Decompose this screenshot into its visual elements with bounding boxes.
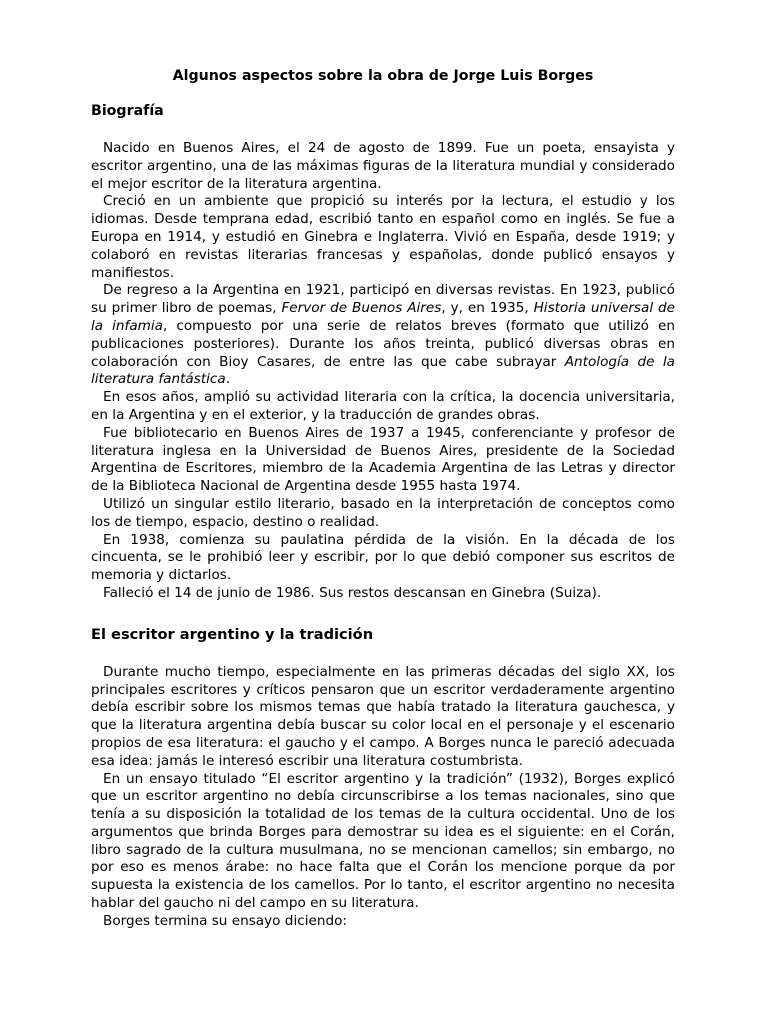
- bio-p3-text-d: .: [225, 371, 231, 388]
- heading-biografia: Biografía: [91, 103, 164, 119]
- bio-paragraph-2: Creció en un ambiente que propició su interés por la lectura, el estudio y los idiomas. Desde temprana edad, escribió tanto en español como en inglés. Se fue a Europa en 1914, y estudió en Ginebra e Inglaterra. Vivió en España, desde 1919; y colaboró en revistas literarias francesas y españolas, donde publicó ensayos y manifiestos.: [91, 193, 675, 281]
- escritor-paragraph-1: Durante mucho tiempo, especialmente en las primeras décadas del siglo XX, los principales escritores y críticos pensaron que un escritor verdaderamente argentino debía escribir sobre los mismos temas que había tratado la literatura gauchesca, y que la literatura argentina debía buscar su color local en el personaje y el escenario propios de esa literatura: el gaucho y el campo. A Borges nunca le pareció adecuada esa idea: jamás le interesó escribir una literatura costumbrista.: [91, 663, 675, 769]
- escritor-paragraph-2: En un ensayo titulado “El escritor argentino y la tradición” (1932), Borges explicó que un escritor argentino no debía circunscribirse a los temas nacionales, sino que tenía a su disposición la totalidad de los temas de la cultura occidental. Uno de los argumentos que brinda Borges para demostrar su idea es el siguiente: en el Corán, libro sagrado de la cultura musulmana, no se mencionan camellos; sin embargo, no por eso es menos árabe: no hace falta que el Corán los mencione porque da por supuesta la existencia de los camellos. Por lo tanto, el escritor argentino no necesita hablar del gaucho ni del campo en su literatura.: [91, 770, 675, 912]
- bio-paragraph-3: [91, 282, 675, 389]
- document-title: Algunos aspectos sobre la obra de Jorge Luis Borges: [172, 68, 594, 84]
- bio-paragraph-7: En 1938, comienza su paulatina pérdida de la visión. En la década de los cincuenta, se le prohibió leer y escribir, por lo que debió componer sus escritos de memoria y dictarlos.: [91, 531, 675, 584]
- heading-escritor-argentino: El escritor argentino y la tradición: [91, 625, 374, 643]
- bio-paragraph-1: Nacido en Buenos Aires, el 24 de agosto de 1899. Fue un poeta, ensayista y escritor argentino, una de las máximas figuras de la literatura mundial y considerado el mejor escritor de la literatura argentina.: [91, 140, 675, 192]
- bio-p3-text-a: De regreso a la Argentina en 1921, participó en diversas revistas. En 1923, publicó su primer libro de poemas,: [91, 282, 675, 317]
- bio-paragraph-5: Fue bibliotecario en Buenos Aires de 1937 a 1945, conferenciante y profesor de literatura inglesa en la Universidad de Buenos Aires, presidente de la Sociedad Argentina de Escritores, miembro de la Academia Argentina de las Letras y director de la Biblioteca Nacional de Argentina desde 1955 hasta 1974.: [91, 424, 675, 495]
- bio-p3-text-c: , compuesto por una serie de relatos breves (formato que utilizó en publicaciones posteriores). Durante los años treinta, publicó diversas obras en colaboración con Bioy Casares, de entre las que cabe subrayar: [91, 317, 675, 370]
- book-title-fervor: Fervor de Buenos Aires: [281, 300, 442, 317]
- bio-paragraph-8: Falleció el 14 de junio de 1986. Sus restos descansan en Ginebra (Suiza).: [103, 584, 602, 601]
- book-title-historia: Historia universal de la infamia: [91, 300, 675, 334]
- escritor-paragraph-3: Borges termina su ensayo diciendo:: [103, 912, 347, 929]
- bio-p3-text-b: , y, en 1935,: [441, 300, 534, 317]
- book-title-antologia: Antología de la literatura fantástica: [91, 353, 675, 388]
- bio-paragraph-4: En esos años, amplió su actividad literaria con la crítica, la docencia universitaria, en la Argentina y en el exterior, y la traducción de grandes obras.: [91, 389, 675, 423]
- bio-paragraph-6: Utilizó un singular estilo literario, basado en la interpretación de conceptos como los de tiempo, espacio, destino o realidad.: [91, 495, 675, 530]
